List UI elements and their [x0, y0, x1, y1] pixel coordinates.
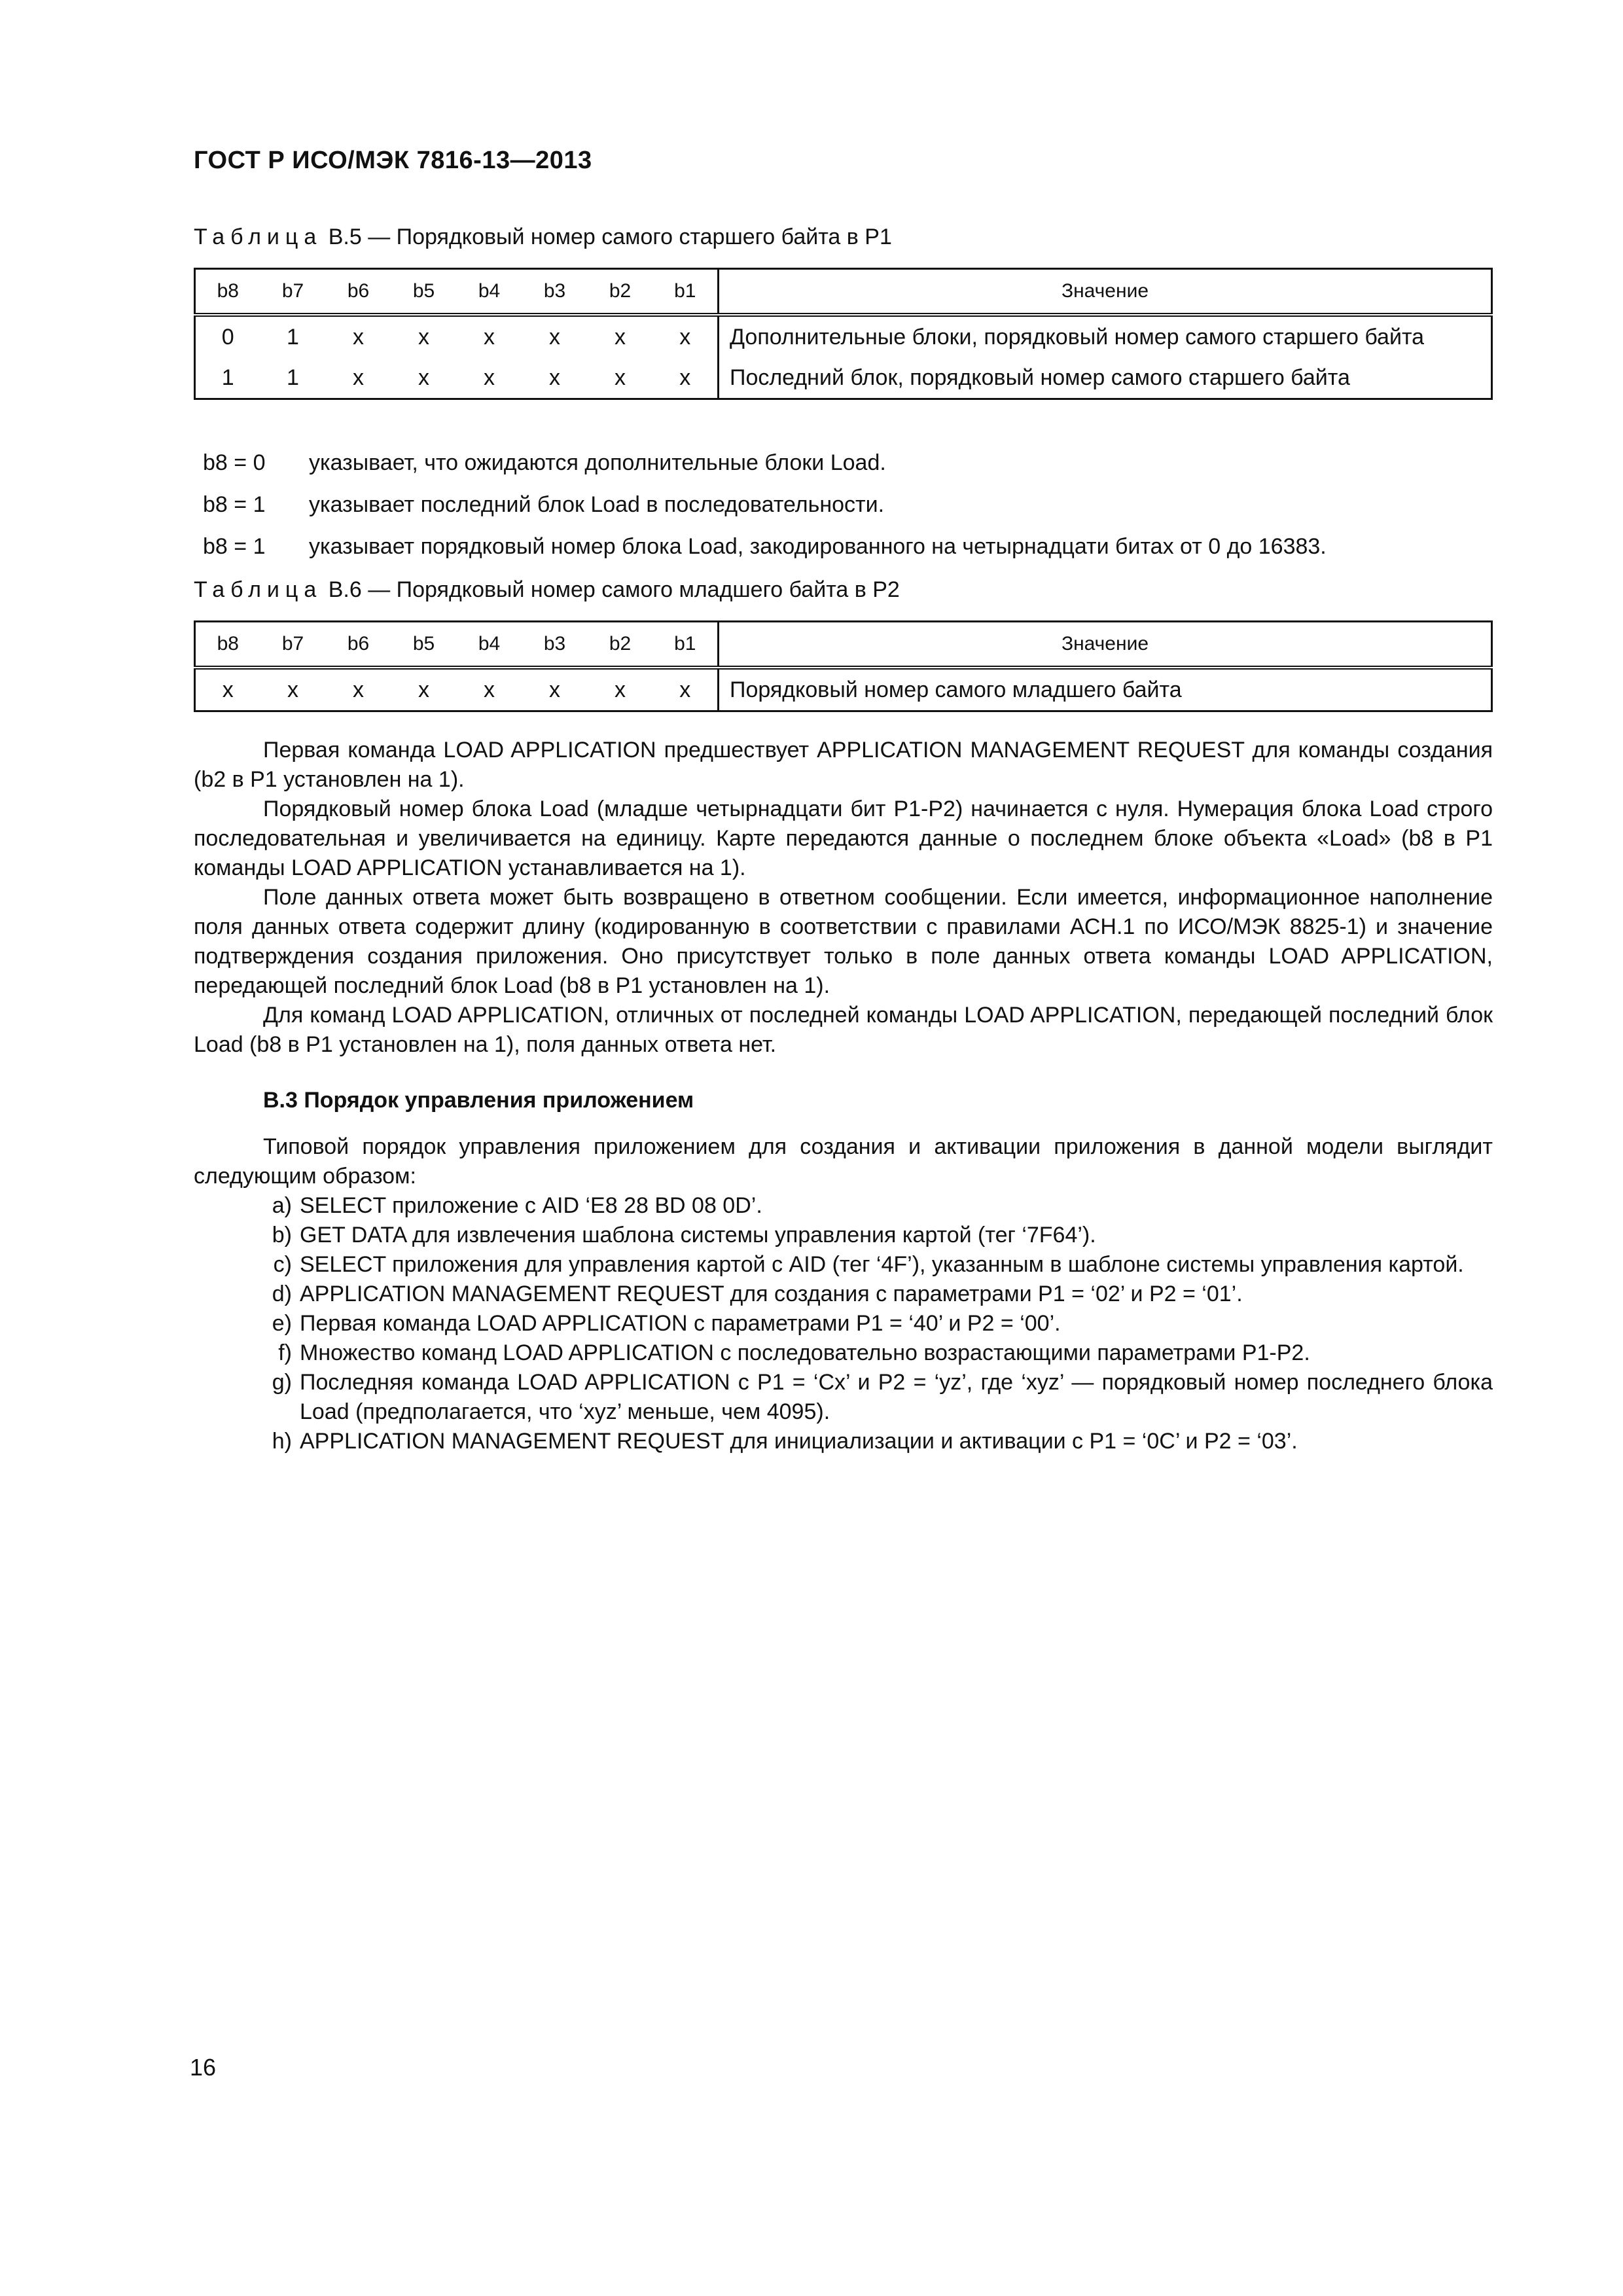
bit-cell: x: [260, 668, 326, 711]
header-cell: b5: [391, 269, 457, 315]
paragraph: Для команд LOAD APPLICATION, отличных от последней команды LOAD APPLICATION, передающей последний блок Load (b8 в Р1 установлен на 1), поля данных ответа нет.: [194, 1003, 1493, 1057]
section-intro: Типовой порядок управления приложением для создания и активации приложения в данной модели выглядит следующим образом:: [194, 1134, 1493, 1189]
table-header-row: [195, 622, 1492, 668]
list-marker: c): [273, 1252, 292, 1277]
table-b6-caption: [194, 575, 1493, 605]
list-item-text: SELECT приложение с AID ‘E8 28 BD 08 0D’.: [300, 1193, 762, 1218]
value-cell: Порядковый номер самого младшего байта: [719, 668, 1492, 711]
bit-cell: x: [653, 357, 719, 399]
value-cell: Дополнительные блоки, порядковый номер самого старшего байта: [719, 315, 1492, 357]
table-b5-caption: [194, 223, 1493, 252]
bit-cell: x: [588, 668, 653, 711]
body-text: [194, 736, 1493, 1060]
bit-cell: x: [391, 668, 457, 711]
table-row: [195, 668, 1492, 711]
list-item: [194, 1368, 1493, 1427]
header-cell: b3: [522, 622, 588, 668]
header-cell: b3: [522, 269, 588, 315]
list-item-text: Последняя команда LOAD APPLICATION с Р1 = ‘Cx’ и Р2 = ‘yz’, где ‘xyz’ — порядковый номер последнего блока Load (предполагается, что ‘xyz’ меньше, чем 4095).: [300, 1370, 1493, 1424]
list-marker: d): [272, 1282, 292, 1306]
value-cell: Последний блок, порядковый номер самого старшего байта: [719, 357, 1492, 399]
definition-text: указывает, что ожидаются дополнительные блоки Load.: [309, 450, 886, 475]
bit-cell: x: [457, 357, 522, 399]
table-b5-caption-word: Таблица: [194, 224, 323, 249]
bit-cell: x: [195, 668, 260, 711]
bit-cell: x: [457, 668, 522, 711]
header-cell: b1: [653, 622, 719, 668]
paragraph: Первая команда LOAD APPLICATION предшествует APPLICATION MANAGEMENT REQUEST для команды создания (b2 в Р1 установлен на 1).: [194, 738, 1493, 792]
bit-cell: x: [391, 357, 457, 399]
list-item: [194, 1427, 1493, 1456]
page-number: 16: [190, 2054, 217, 2081]
document-header: ГОСТ Р ИСО/МЭК 7816-13—2013: [194, 147, 592, 174]
section-heading: В.3 Порядок управления приложением: [263, 1088, 694, 1113]
header-cell: b8: [195, 622, 260, 668]
list-item-text: Первая команда LOAD APPLICATION с параметрами Р1 = ‘40’ и Р2 = ‘00’.: [300, 1311, 1061, 1336]
bit-cell: x: [418, 325, 429, 350]
header-cell: b8: [195, 269, 260, 315]
list-item-text: APPLICATION MANAGEMENT REQUEST для создания с параметрами Р1 = ‘02’ и Р2 = ‘01’.: [300, 1282, 1243, 1306]
list-marker: b): [272, 1223, 292, 1247]
list-item: [194, 1250, 1493, 1280]
bit-cell: x: [326, 357, 391, 399]
list-item-text: GET DATA для извлечения шаблона системы управления картой (тег ‘7F64’).: [300, 1223, 1096, 1247]
bit-cell: x: [679, 325, 691, 350]
bit-cell: x: [522, 357, 588, 399]
list-item-text: APPLICATION MANAGEMENT REQUEST для инициализации и активации с Р1 = ‘0C’ и Р2 = ‘03’.: [300, 1429, 1298, 1454]
list-item: [194, 1221, 1493, 1250]
table-b5: [194, 268, 1493, 400]
header-cell: b1: [653, 269, 719, 315]
bit-cell: x: [326, 668, 391, 711]
list-marker: f): [278, 1340, 292, 1365]
list-item: [194, 1191, 1493, 1221]
table-b5-caption-text: В.5 — Порядковый номер самого старшего байта в Р1: [322, 224, 892, 249]
header-cell-value: Значение: [719, 622, 1492, 668]
header-cell: b7: [260, 622, 326, 668]
header-cell: b5: [391, 622, 457, 668]
list-marker: g): [272, 1370, 292, 1395]
definition-term: b8 = 1: [203, 533, 266, 559]
bit-cell: x: [615, 325, 626, 350]
bit-cell: 0: [195, 315, 260, 357]
bit-definitions: [194, 442, 1493, 567]
paragraph: Поле данных ответа может быть возвращено в ответном сообщении. Если имеется, информационное наполнение поля данных ответа содержит длину (кодированную в соответствии с правилами АСН.1 по ИСО/МЭК 8825-1) и значение подтверждения создания приложения. Оно присутствует только в поле данных ответа команды LOAD APPLICATION, передающей последний блок Load (b8 в Р1 установлен на 1).: [194, 885, 1493, 998]
table-b6: [194, 620, 1493, 712]
list-item: [194, 1338, 1493, 1368]
definition-row: [194, 526, 1493, 567]
header-cell: b6: [326, 269, 391, 315]
list-item: [194, 1280, 1493, 1309]
list-item: [194, 1309, 1493, 1338]
list-marker: e): [272, 1311, 292, 1336]
table-header-row: [195, 269, 1492, 315]
procedure-list: [194, 1191, 1493, 1456]
bit-cell: x: [653, 668, 719, 711]
table-row: [195, 357, 1492, 399]
definition-text: указывает порядковый номер блока Load, закодированного на четырнадцати битах от 0 до 16383.: [309, 533, 1327, 559]
table-row: [195, 315, 1492, 357]
list-item-text: SELECT приложения для управления картой с AID (тег ‘4F’), указанным в шаблоне системы управления картой.: [300, 1252, 1464, 1277]
bit-cell: x: [484, 325, 495, 350]
list-marker: h): [272, 1429, 292, 1454]
header-cell: b7: [260, 269, 326, 315]
header-cell: b4: [457, 622, 522, 668]
page-content: [194, 223, 1493, 1456]
list-marker: a): [272, 1193, 292, 1218]
definition-row: [194, 442, 1493, 484]
definition-row: [194, 484, 1493, 526]
list-item-text: Множество команд LOAD APPLICATION с последовательно возрастающими параметрами Р1-Р2.: [300, 1340, 1310, 1365]
bit-cell: x: [588, 357, 653, 399]
header-cell: b6: [326, 622, 391, 668]
bit-cell: 1: [260, 357, 326, 399]
bit-cell: x: [353, 325, 364, 350]
paragraph: Порядковый номер блока Load (младше четырнадцати бит Р1-Р2) начинается с нуля. Нумерация блока Load строго последовательная и увеличивается на единицу. Карте передаются данные о последнем блоке объекта «Load» (b8 в Р1 команды LOAD APPLICATION устанавливается на 1).: [194, 797, 1493, 880]
table-b6-caption-text: В.6 — Порядковый номер самого младшего байта в Р2: [322, 577, 900, 602]
bit-cell: x: [549, 325, 560, 350]
table-b6-caption-word: Таблица: [194, 577, 323, 602]
definition-term: b8 = 1: [203, 492, 266, 517]
header-cell: b2: [588, 622, 653, 668]
header-cell: b4: [457, 269, 522, 315]
header-cell-value: Значение: [719, 269, 1492, 315]
definition-text: указывает последний блок Load в последовательности.: [309, 492, 885, 517]
header-cell: b2: [588, 269, 653, 315]
definition-term: b8 = 0: [203, 450, 266, 475]
bit-cell: x: [522, 668, 588, 711]
bit-cell: 1: [287, 325, 299, 350]
bit-cell: 1: [195, 357, 260, 399]
